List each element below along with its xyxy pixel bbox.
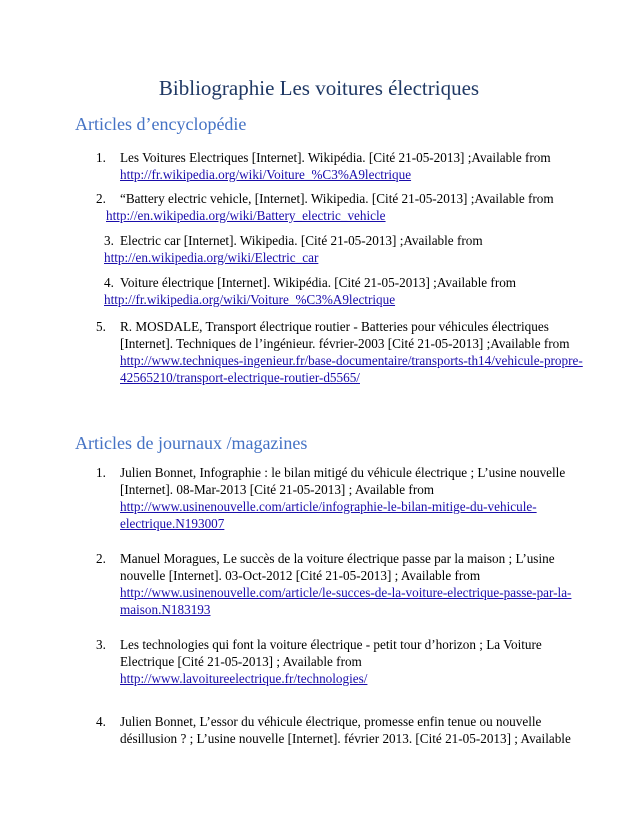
encyclopedia-entry-2 [96,190,554,224]
entry-text: “Battery electric vehicle, [Internet]. Wikipedia. [Cité 21-05-2013] ;Available from [120,191,554,206]
entry-link[interactable]: electrique.N193007 [120,516,225,531]
entry-link[interactable]: maison.N183193 [120,602,211,617]
entry-number: 5. [96,319,106,334]
entry-text: nouvelle [Internet]. 03-Oct-2012 [Cité 21-05-2013] ; Available from [120,568,481,583]
entry-text: Voiture électrique [Internet]. Wikipédia. [Cité 21-05-2013] ;Available from [120,275,517,290]
entry-number: 4. [104,275,114,290]
entry-text: Manuel Moragues, Le succès de la voiture électrique passe par la maison ; L’usine [120,551,555,566]
entry-link[interactable]: http://fr.wikipedia.org/wiki/Voiture_%C3%A9lectrique [120,167,412,182]
entry-text: Julien Bonnet, Infographie : le bilan mitigé du véhicule électrique ; L’usine nouvelle [120,465,566,480]
section-heading-encyclopedia: Articles d’encyclopédie [75,114,247,134]
entry-text: Electric car [Internet]. Wikipedia. [Cité 21-05-2013] ;Available from [120,233,483,248]
entry-link[interactable]: http://www.usinenouvelle.com/article/infographie-le-bilan-mitige-du-vehicule- [120,499,537,514]
entry-text: Julien Bonnet, L’essor du véhicule électrique, promesse enfin tenue ou nouvelle [120,714,542,729]
entry-link[interactable]: http://en.wikipedia.org/wiki/Electric_car [104,250,319,265]
entry-text: Electrique [Cité 21-05-2013] ; Available from [120,654,362,669]
entry-number: 2. [96,551,106,566]
section-heading-journals: Articles de journaux /magazines [75,433,308,453]
entry-number: 4. [96,714,106,729]
encyclopedia-entry-4 [104,274,516,308]
entry-link[interactable]: http://www.usinenouvelle.com/article/le-succes-de-la-voiture-electrique-passe-par-la- [120,585,572,600]
entry-number: 3. [104,233,114,248]
journal-entry-2 [96,550,571,618]
encyclopedia-entry-5 [96,318,583,386]
entry-link[interactable]: http://www.lavoitureelectrique.fr/technologies/ [120,671,368,686]
entry-text: [Internet]. 08-Mar-2013 [Cité 21-05-2013] ; Available from [120,482,435,497]
encyclopedia-entry-1 [96,149,551,183]
entry-number: 1. [96,150,106,165]
entry-number: 1. [96,465,106,480]
entry-text: Les technologies qui font la voiture électrique - petit tour d’horizon ; La Voiture [120,637,542,652]
journal-entry-4 [96,713,571,747]
entry-number: 2. [96,191,106,206]
encyclopedia-entry-3 [104,232,483,266]
entry-link[interactable]: http://en.wikipedia.org/wiki/Battery_electric_vehicle [106,208,386,223]
document-title: Bibliographie Les voitures électriques [158,76,480,100]
entry-link[interactable]: 42565210/transport-electrique-routier-d5565/ [120,370,360,385]
entry-text: Les Voitures Electriques [Internet]. Wikipédia. [Cité 21-05-2013] ;Available from [120,150,551,165]
entry-link[interactable]: http://fr.wikipedia.org/wiki/Voiture_%C3%A9lectrique [104,292,396,307]
entry-link[interactable]: http://www.techniques-ingenieur.fr/base-documentaire/transports-th14/vehicule-propre- [120,353,583,368]
entry-number: 3. [96,637,106,652]
journal-entry-1 [96,464,565,532]
entry-text: désillusion ? ; L’usine nouvelle [Internet]. février 2013. [Cité 21-05-2013] ; Available [120,731,571,746]
journal-entry-3 [96,636,542,687]
entry-text: R. MOSDALE, Transport électrique routier - Batteries pour véhicules électriques [120,319,549,334]
entry-text: [Internet]. Techniques de l’ingénieur. février-2003 [Cité 21-05-2013] ;Available from [120,336,570,351]
